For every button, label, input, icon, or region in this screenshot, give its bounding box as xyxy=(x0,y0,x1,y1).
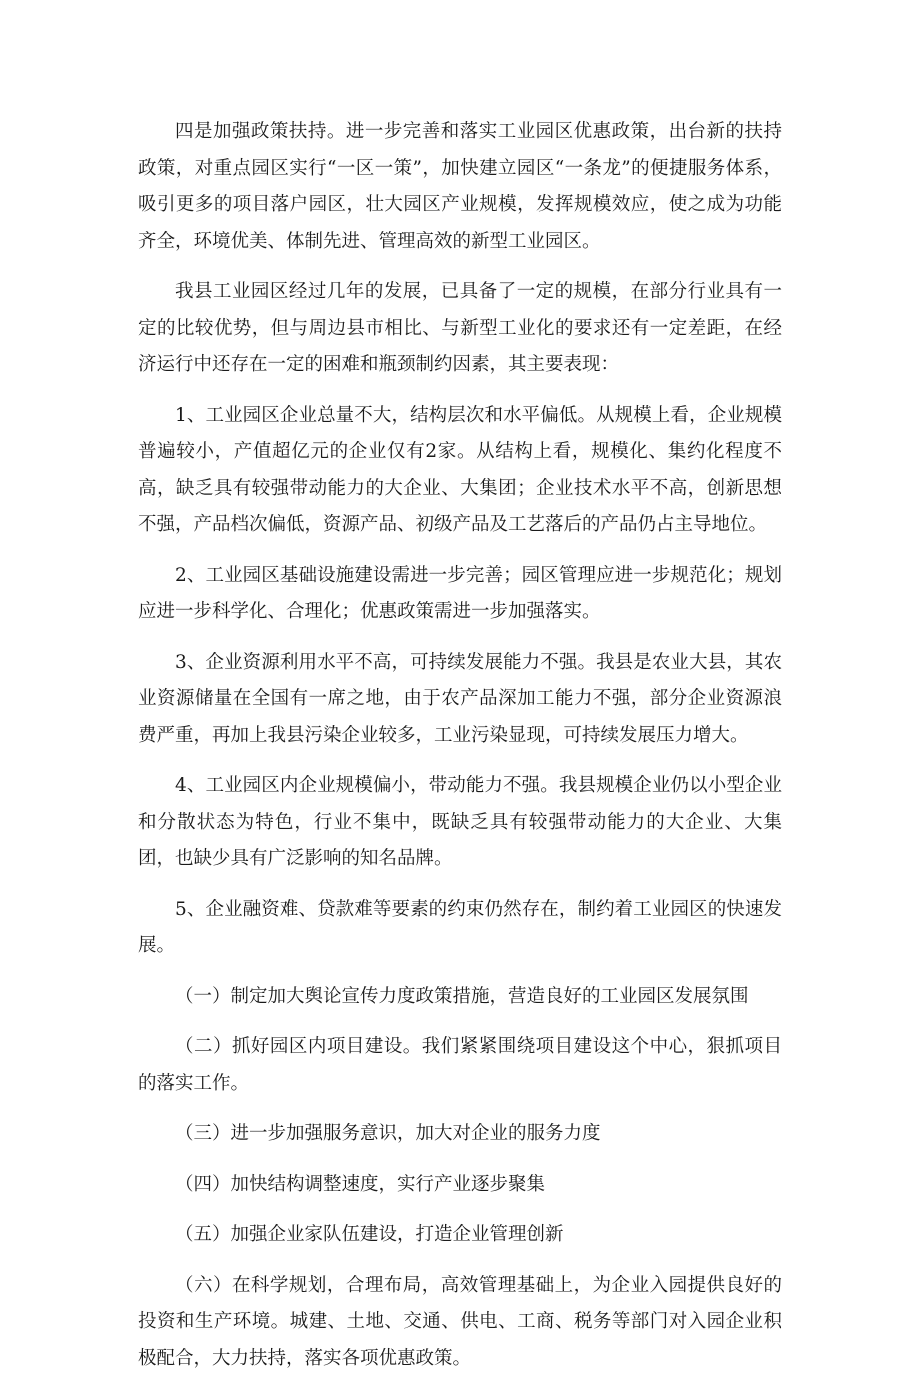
paragraph-measure-5: （五）加强企业家队伍建设，打造企业管理创新 xyxy=(175,1224,564,1245)
paragraph-issue-1: 1、工业园区企业总量不大，结构层次和水平偏低。从规模上看，企业规模普遍较小，产值超亿元的企业仅有2家。从结构上看，规模化、集约化程度不高，缺乏具有较强带动能力的大企业、大集团；企业技术水平不高，创新思想不强，产品档次偏低，资源产品、初级产品及工艺落后的产品仍占主导地位。 xyxy=(138,404,782,535)
paragraph-measure-4: （四）加快结构调整速度，实行产业逐步聚集 xyxy=(175,1173,546,1195)
paragraph-measure-3: （三）进一步加强服务意识，加大对企业的服务力度 xyxy=(175,1123,601,1144)
paragraph-overview: 我县工业园区经过几年的发展，已具备了一定的规模，在部分行业具有一定的比较优势，但与周边县市相比、与新型工业化的要求还有一定差距，在经济运行中还存在一定的困难和瓶颈制约因素，其主要表现： xyxy=(138,281,782,375)
paragraph-measure-1: （一）制定加大舆论宣传力度政策措施，营造良好的工业园区发展氛围 xyxy=(175,985,749,1007)
paragraph-policy-support: 四是加强政策扶持。进一步完善和落实工业园区优惠政策，出台新的扶持政策，对重点园区实行“一区一策”，加快建立园区“一条龙”的便捷服务体系，吸引更多的项目落户园区，壮大园区产业规模，发挥规模效应，使之成为功能齐全，环境优美、体制先进、管理高效的新型工业园区。 xyxy=(138,121,782,252)
paragraph-issue-2: 2、工业园区基础设施建设需进一步完善；园区管理应进一步规范化；规划应进一步科学化、合理化；优惠政策需进一步加强落实。 xyxy=(138,564,782,622)
document-body xyxy=(138,114,782,1391)
paragraph-issue-4: 4、工业园区内企业规模偏小，带动能力不强。我县规模企业仍以小型企业和分散状态为特色，行业不集中，既缺乏具有较强带动能力的大企业、大集团，也缺少具有广泛影响的知名品牌。 xyxy=(138,775,782,869)
paragraph-measure-6: （六）在科学规划，合理布局，高效管理基础上，为企业入园提供良好的投资和生产环境。城建、土地、交通、供电、工商、税务等部门对入园企业积极配合，大力扶持，落实各项优惠政策。 xyxy=(138,1274,782,1369)
paragraph-measure-2: （二）抓好园区内项目建设。我们紧紧围绕项目建设这个中心，狠抓项目的落实工作。 xyxy=(138,1036,782,1094)
paragraph-issue-5: 5、企业融资难、贷款难等要素的约束仍然存在，制约着工业园区的快速发展。 xyxy=(138,898,782,956)
paragraph-issue-3: 3、企业资源利用水平不高，可持续发展能力不强。我县是农业大县，其农业资源储量在全国有一席之地，由于农产品深加工能力不强，部分企业资源浪费严重，再加上我县污染企业较多，工业污染显现，可持续发展压力增大。 xyxy=(138,651,782,746)
